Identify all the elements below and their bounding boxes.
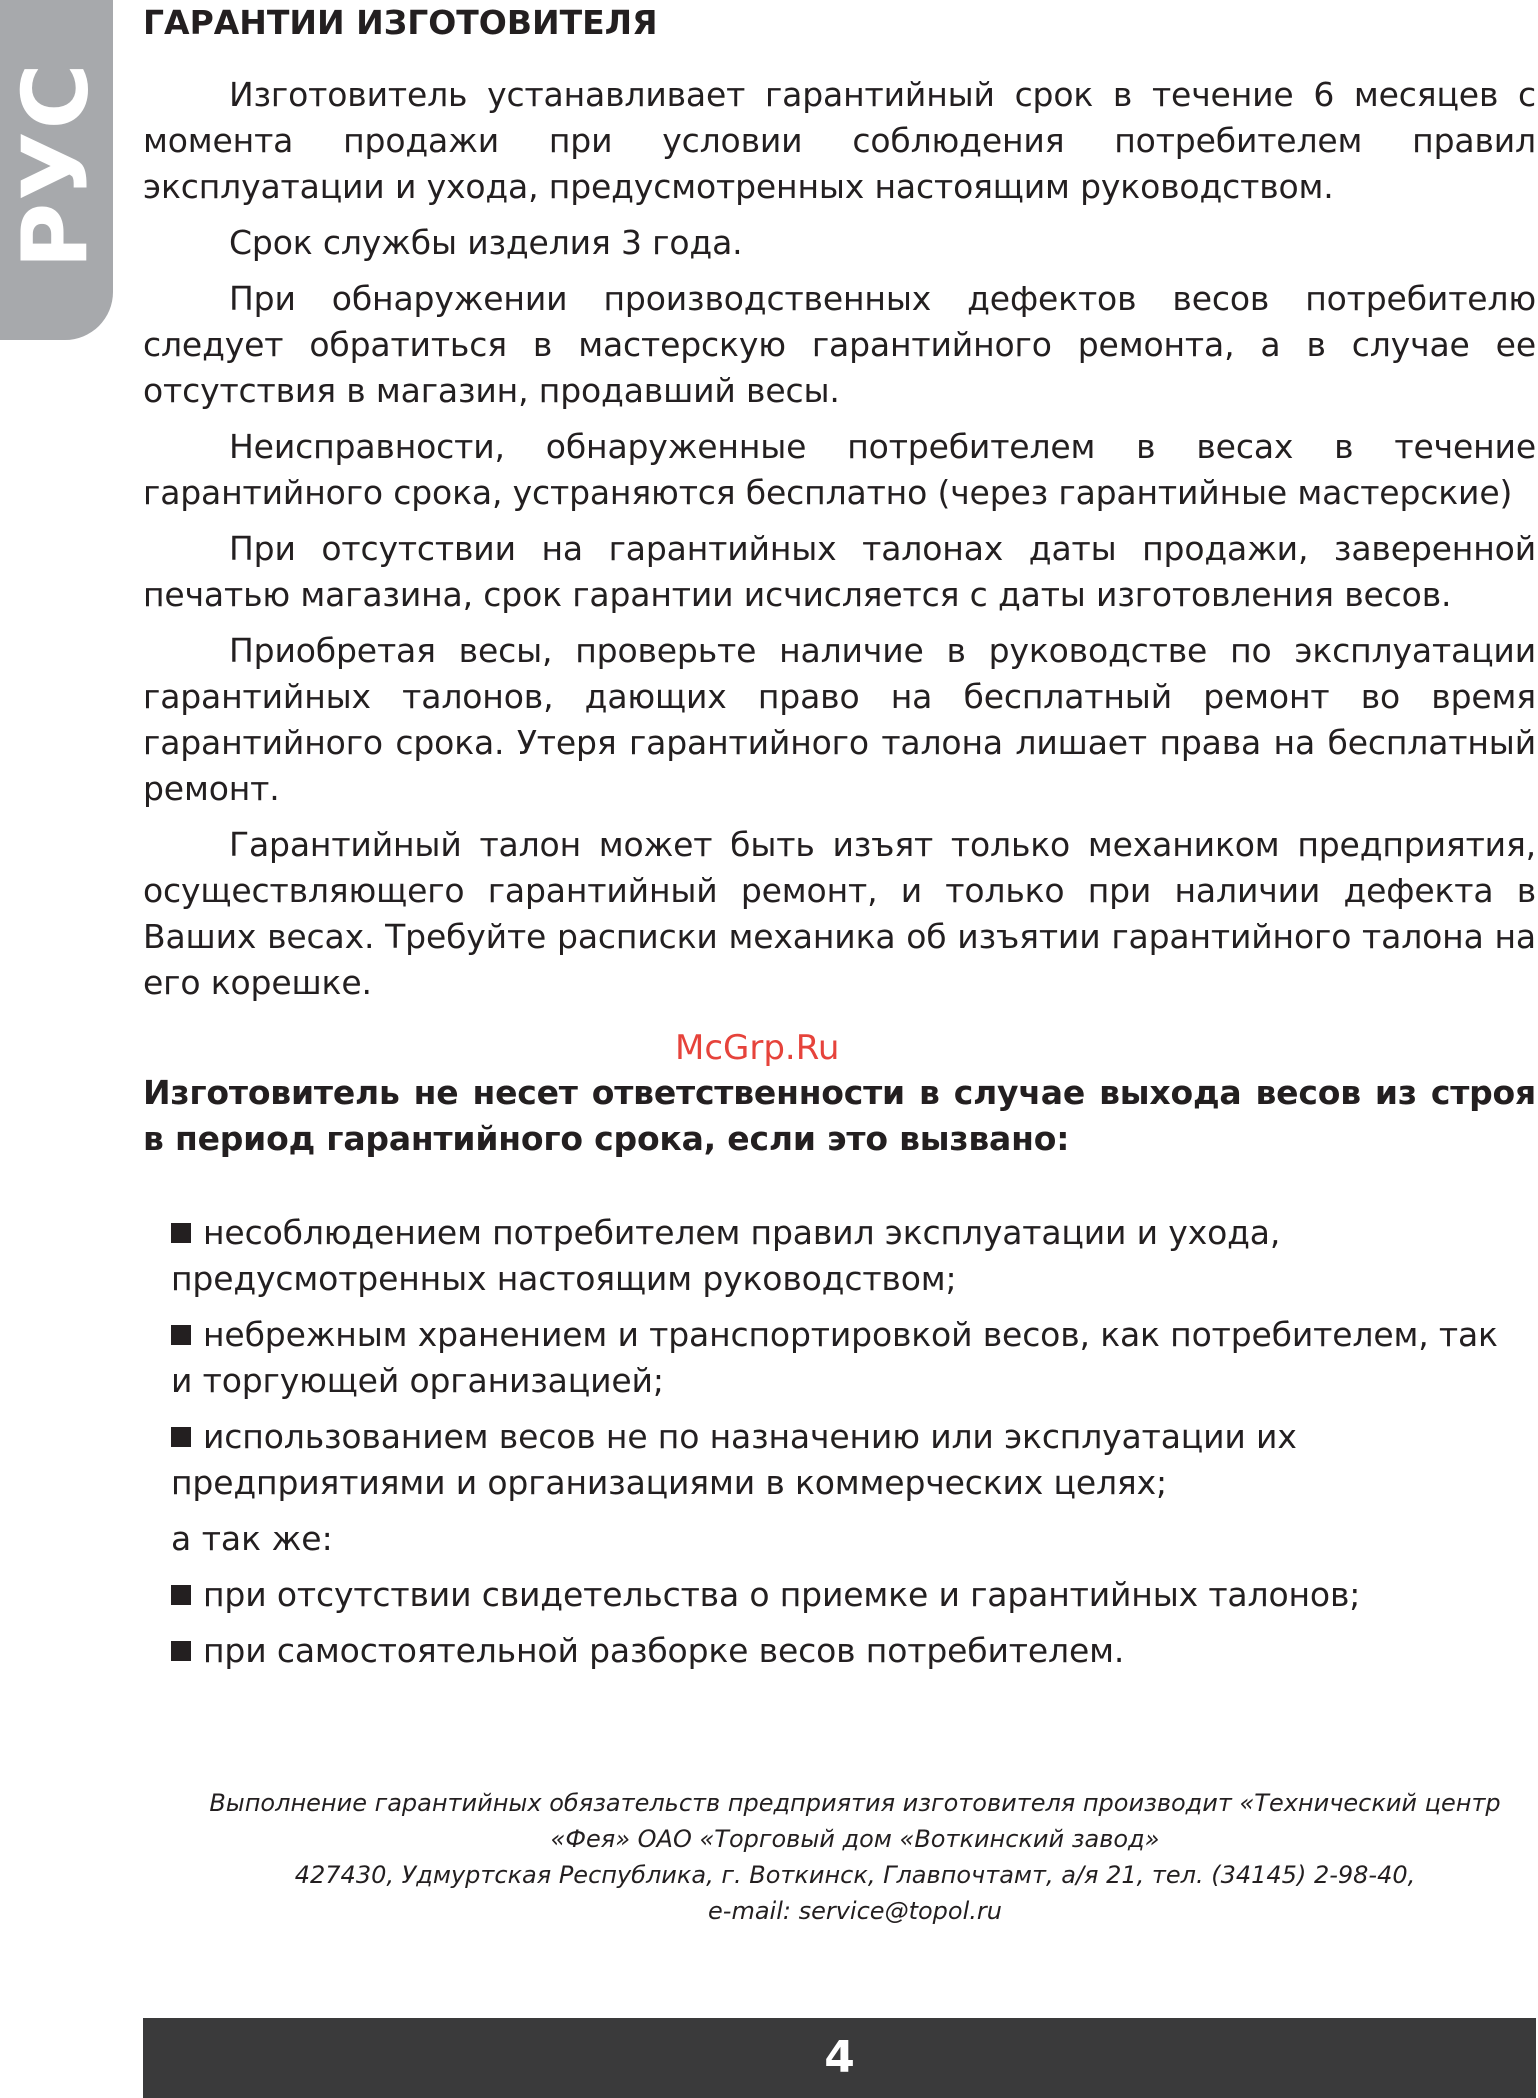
list-item-text: небрежным хранением и транспортировкой весов, как потребителем, так и торгующей организацией;: [171, 1315, 1498, 1400]
footer-address: 427430, Удмуртская Республика, г. Воткинск, Главпочтамт, а/я 21, тел. (34145) 2-98-40,: [294, 1861, 1416, 1889]
liability-notice: Изготовитель не несет ответственности в случае выхода весов из строя в период гарантийного срока, если это вызвано:: [143, 1073, 1536, 1158]
list-item: [171, 1210, 1511, 1302]
also-label: а так же:: [171, 1519, 333, 1558]
paragraph-free-repair: Неисправности, обнаруженные потребителем в весах в течение гарантийного срока, устраняются бесплатно (через гарантийные мастерские): [143, 427, 1536, 512]
square-bullet-icon: [171, 1585, 191, 1605]
footer-service-center: Выполнение гарантийных обязательств предприятия изготовителя производит «Технический центр «Фея» ОАО «Торговый дом «Воткинский завод»: [209, 1789, 1501, 1853]
warranty-paragraphs: [143, 72, 1536, 1006]
list-item-text: использованием весов не по назначению или эксплуатации их предприятиями и организациями в коммерческих целях;: [171, 1417, 1297, 1502]
list-item: [171, 1572, 1511, 1618]
paragraph-no-sale-date: При отсутствии на гарантийных талонах даты продажи, заверенной печатью магазина, срок гарантии исчисляется с даты изготовления весов.: [143, 529, 1536, 614]
exclusion-list: [143, 1210, 1511, 1506]
list-item: [171, 1628, 1511, 1674]
language-tab: [0, 0, 113, 340]
paragraph-warranty-period: Изготовитель устанавливает гарантийный срок в течение 6 месяцев с момента продажи при условии соблюдения потребителем правил эксплуатации и ухода, предусмотренных настоящим руководством.: [143, 75, 1536, 206]
list-item: [171, 1312, 1511, 1404]
list-item: [171, 1414, 1511, 1506]
paragraph-service-life: Срок службы изделия 3 года.: [229, 223, 743, 262]
page-content: [143, 0, 1536, 1684]
page-title: ГАРАНТИИ ИЗГОТОВИТЕЛЯ: [143, 3, 658, 42]
paragraph-check-coupons: Приобретая весы, проверьте наличие в руководстве по эксплуатации гарантийных талонов, дающих право на бесплатный ремонт во время гарантийного срока. Утеря гарантийного талона лишает права на бесплатный ремонт.: [143, 631, 1536, 808]
footer-email: e-mail: service@topol.ru: [708, 1897, 1002, 1925]
list-item-text: при отсутствии свидетельства о приемке и гарантийных талонов;: [203, 1575, 1361, 1614]
service-footer: [200, 1785, 1510, 1929]
exclusion-list-secondary: [143, 1572, 1511, 1674]
paragraph-defects: При обнаружении производственных дефектов весов потребителю следует обратиться в мастерскую гарантийного ремонта, а в случае ее отсутствия в магазин, продавший весы.: [143, 279, 1536, 410]
list-item-text: при самостоятельной разборке весов потребителем.: [203, 1631, 1125, 1670]
list-item-text: несоблюдением потребителем правил эксплуатации и ухода, предусмотренных настоящим руководством;: [171, 1213, 1281, 1298]
page-number-bar: [143, 2018, 1536, 2098]
square-bullet-icon: [171, 1427, 191, 1447]
paragraph-coupon-withdrawal: Гарантийный талон может быть изъят только механиком предприятия, осуществляющего гарантийный ремонт, и только при наличии дефекта в Ваших весах. Требуйте расписки механика об изъятии гарантийного талона на его корешке.: [143, 825, 1536, 1002]
watermark: McGrp.Ru: [675, 1028, 840, 1068]
square-bullet-icon: [171, 1641, 191, 1661]
square-bullet-icon: [171, 1325, 191, 1345]
square-bullet-icon: [171, 1223, 191, 1243]
page-number: 4: [824, 2032, 855, 2083]
language-tab-label: РУС: [3, 61, 109, 269]
